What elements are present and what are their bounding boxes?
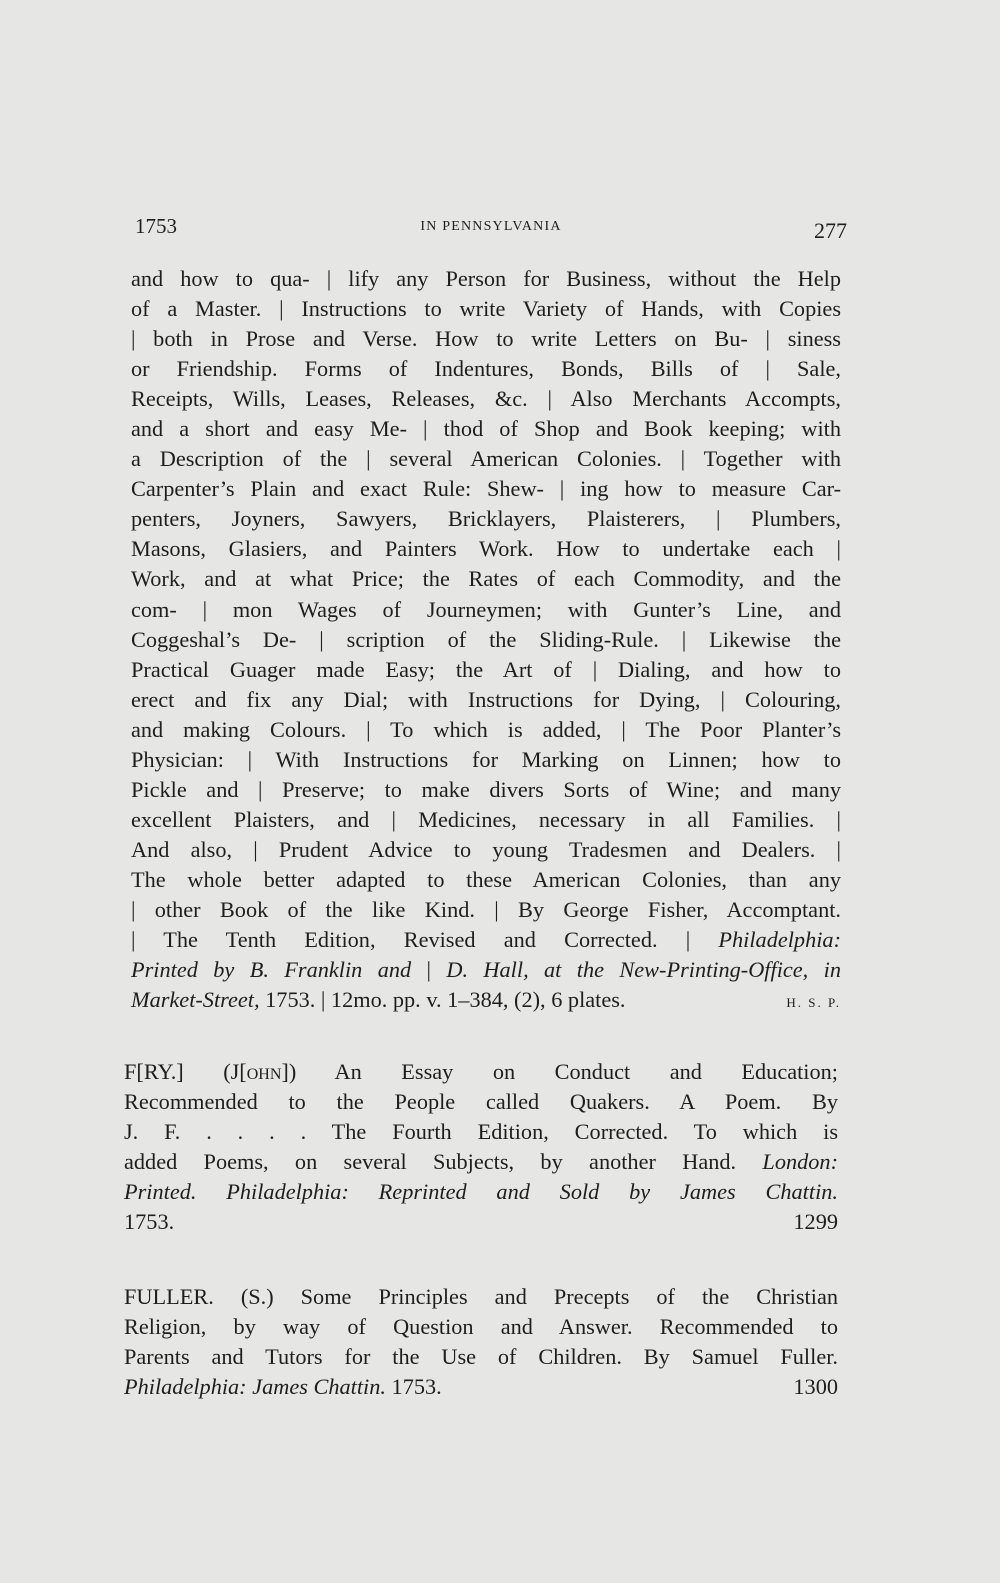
entry-line: Coggeshal’s De- | scription of the Sliding-Rule. | Likewise the <box>131 626 841 652</box>
imprint-line: Printed. Philadelphia: Reprinted and Sold by James Chattin. <box>124 1179 838 1205</box>
page-number: 277 <box>814 218 847 243</box>
imprint-place: Philadelphia: James Chattin. <box>124 1374 386 1400</box>
imprint-place: Philadelphia: <box>718 927 842 953</box>
entry-line: a Description of the | several American Colonies. | Together with <box>131 446 841 472</box>
entry-line: Carpenter’s Plain and exact Rule: Shew- | ing how to measure Car- <box>131 476 841 502</box>
entry-line: penters, Joyners, Sawyers, Bricklayers, Plaisterers, | Plumbers, <box>131 506 841 532</box>
imprint-printer-2: D. Hall, at the New-Printing-Office, in <box>446 957 841 983</box>
entry-line: Pickle and | Preserve; to make divers Sorts of Wine; and many <box>131 776 841 802</box>
running-head <box>135 214 847 248</box>
entry-line: of a Master. | Instructions to write Variety of Hands, with Copies <box>131 296 841 322</box>
entry-line: | both in Prose and Verse. How to write Letters on Bu- | siness <box>131 326 841 352</box>
entry-line: and making Colours. | To which is added, | The Poor Planter’s <box>131 716 841 742</box>
header-year: 1753 <box>135 214 177 238</box>
header-title: IN PENNSYLVANIA <box>420 219 562 234</box>
entry-line: And also, | Prudent Advice to young Tradesmen and Dealers. | <box>131 836 841 862</box>
entry-line: Receipts, Wills, Leases, Releases, &c. | Also Merchants Accompts, <box>131 386 841 412</box>
entry-final-line <box>124 1372 838 1402</box>
imprint-place: London: <box>762 1149 838 1175</box>
imprint-street: Market-Street, <box>131 987 260 1013</box>
title-part: ]) An Essay on Conduct and Education; <box>281 1059 838 1084</box>
entry-line: Parents and Tutors for the Use of Children. By Samuel Fuller. <box>124 1344 838 1370</box>
entry-line: erect and fix any Dial; with Instructions for Dying, | Colouring, <box>131 686 841 712</box>
entry-line: excellent Plaisters, and | Medicines, necessary in all Families. | <box>131 806 841 832</box>
imprint-line-final <box>131 985 841 1015</box>
entry-line: and a short and easy Me- | thod of Shop and Book keeping; with <box>131 416 841 442</box>
entry-line: J. F. . . . . The Fourth Edition, Corrected. To which is <box>124 1119 838 1145</box>
entry-line <box>124 1147 838 1177</box>
entry-line <box>124 1057 838 1087</box>
edition-statement: | The Tenth Edition, Revised and Corrected. | <box>131 927 691 953</box>
imprint-year: 1753. <box>124 1209 175 1235</box>
entry-1300 <box>124 1282 838 1402</box>
entry-line: Religion, by way of Question and Answer. Recommended to <box>124 1314 838 1340</box>
imprint-year: 1753. <box>385 1374 442 1400</box>
entry-line: FULLER. (S.) Some Principles and Precepts of the Christian <box>124 1284 838 1309</box>
entry-number: 1300 <box>793 1374 838 1400</box>
imprint-separator: | <box>411 957 447 983</box>
entry-line: | other Book of the like Kind. | By George Fisher, Accomptant. <box>131 896 841 922</box>
entry-line: Practical Guager made Easy; the Art of | Dialing, and how to <box>131 656 841 682</box>
imprint-line <box>131 955 841 985</box>
entry-line: Physician: | With Instructions for Marking on Linnen; how to <box>131 746 841 772</box>
entry-number: 1299 <box>793 1209 838 1235</box>
imprint-collation: 1753. | 12mo. pp. v. 1–384, (2), 6 plates. <box>259 987 626 1013</box>
location-symbol: H. S. P. <box>786 995 841 1011</box>
entry-line: or Friendship. Forms of Indentures, Bonds, Bills of | Sale, <box>131 356 841 382</box>
entry-1299 <box>124 1057 838 1237</box>
imprint-printer: Printed by B. Franklin and <box>131 957 412 983</box>
entry-continuation <box>131 264 841 1018</box>
entry-line: Masons, Glasiers, and Painters Work. How to undertake each | <box>131 536 841 562</box>
entry-text: added Poems, on several Subjects, by another Hand. <box>124 1149 763 1175</box>
author-smallcaps: ohn <box>246 1059 282 1084</box>
entry-line: Recommended to the People called Quakers. A Poem. By <box>124 1089 838 1115</box>
entry-line: and how to qua- | lify any Person for Business, without the Help <box>131 266 841 291</box>
entry-line-with-imprint <box>131 925 841 955</box>
entry-line: Work, and at what Price; the Rates of each Commodity, and the <box>131 566 841 592</box>
entry-final-line <box>124 1207 838 1237</box>
entry-line: The whole better adapted to these American Colonies, than any <box>131 866 841 892</box>
entry-line: com- | mon Wages of Journeymen; with Gunter’s Line, and <box>131 596 841 622</box>
author-part: F[RY.] (J[ <box>124 1059 247 1084</box>
